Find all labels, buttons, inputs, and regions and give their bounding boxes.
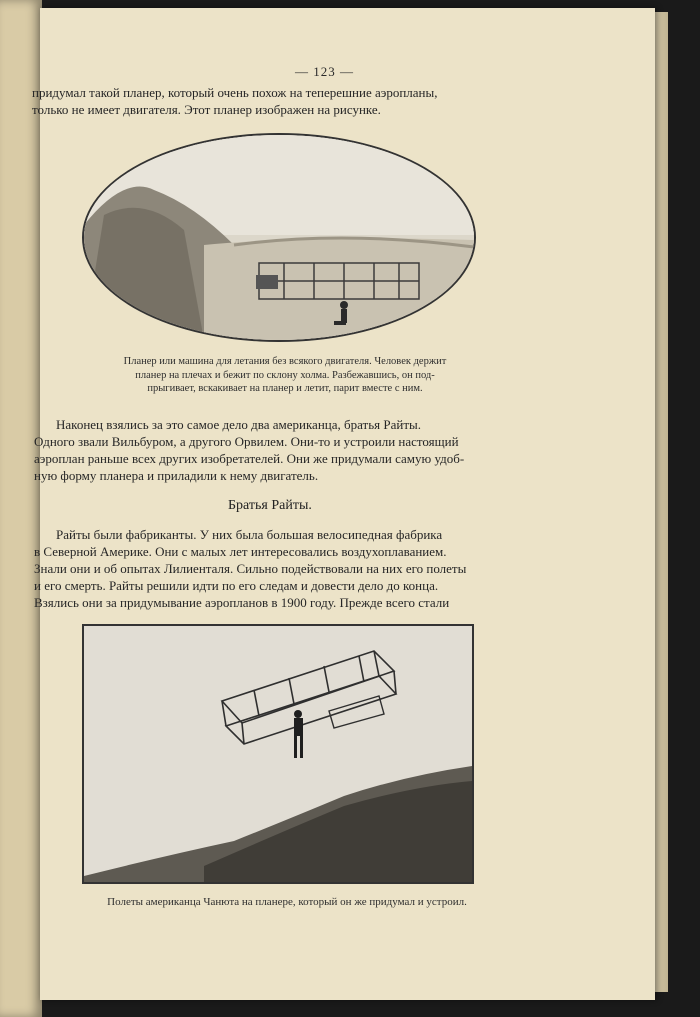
text-line: Взялись они за придумывание аэропланов в 1900 году. Прежде всего стали bbox=[34, 595, 450, 610]
caption-line: планер на плечах и бежит по склону холма. Разбежавшись, он под- bbox=[135, 369, 435, 381]
page-number: — 123 — bbox=[295, 64, 354, 79]
text-line: в Северной Америке. Они с малых лет интересовались воздухоплаванием. bbox=[34, 544, 447, 559]
chanute-glider-photo bbox=[82, 624, 474, 884]
figure2-caption: Полеты американца Чанюта на планере, который он же придумал и устроил. bbox=[107, 896, 467, 908]
paragraph-wright-brothers bbox=[34, 526, 466, 611]
text-line: придумал такой планер, который очень похож на теперешние аэропланы, bbox=[32, 85, 438, 100]
glider-hill-illustration bbox=[82, 133, 476, 342]
text-line: Райты были фабриканты. У них была большая велосипедная фабрика bbox=[56, 527, 443, 542]
text-line: и его смерть. Райты решили идти по его следам и довести дело до конца. bbox=[34, 578, 439, 593]
text-line: аэроплан раньше всех других изобретателей. Они же придумали самую удоб- bbox=[34, 451, 465, 466]
text-line: Знали они и об опытах Лилиенталя. Сильно подействовали на них его полеты bbox=[34, 561, 467, 576]
text-line: Одного звали Вильбуром, а другого Орвилем. Они-то и устроили настоящий bbox=[34, 434, 459, 449]
text-line: только не имеет двигателя. Этот планер изображен на рисунке. bbox=[32, 102, 381, 117]
caption-line: Планер или машина для летания без всякого двигателя. Человек держит bbox=[123, 356, 447, 367]
paragraph-wright-brothers-intro bbox=[34, 416, 464, 484]
text-line: Наконец взялись за это самое дело два американца, братья Райты. bbox=[56, 417, 422, 432]
caption-line: прыгивает, вскакивает на планер и летит, парит вместе с ним. bbox=[147, 383, 423, 394]
adjacent-page-edge bbox=[0, 0, 42, 1017]
book-page bbox=[32, 8, 655, 1000]
top-paragraph bbox=[32, 84, 438, 118]
section-heading: Братья Райты. bbox=[228, 498, 312, 513]
text-line: ную форму планера и приладили к нему двигатель. bbox=[34, 468, 319, 483]
figure1-caption bbox=[50, 355, 520, 396]
